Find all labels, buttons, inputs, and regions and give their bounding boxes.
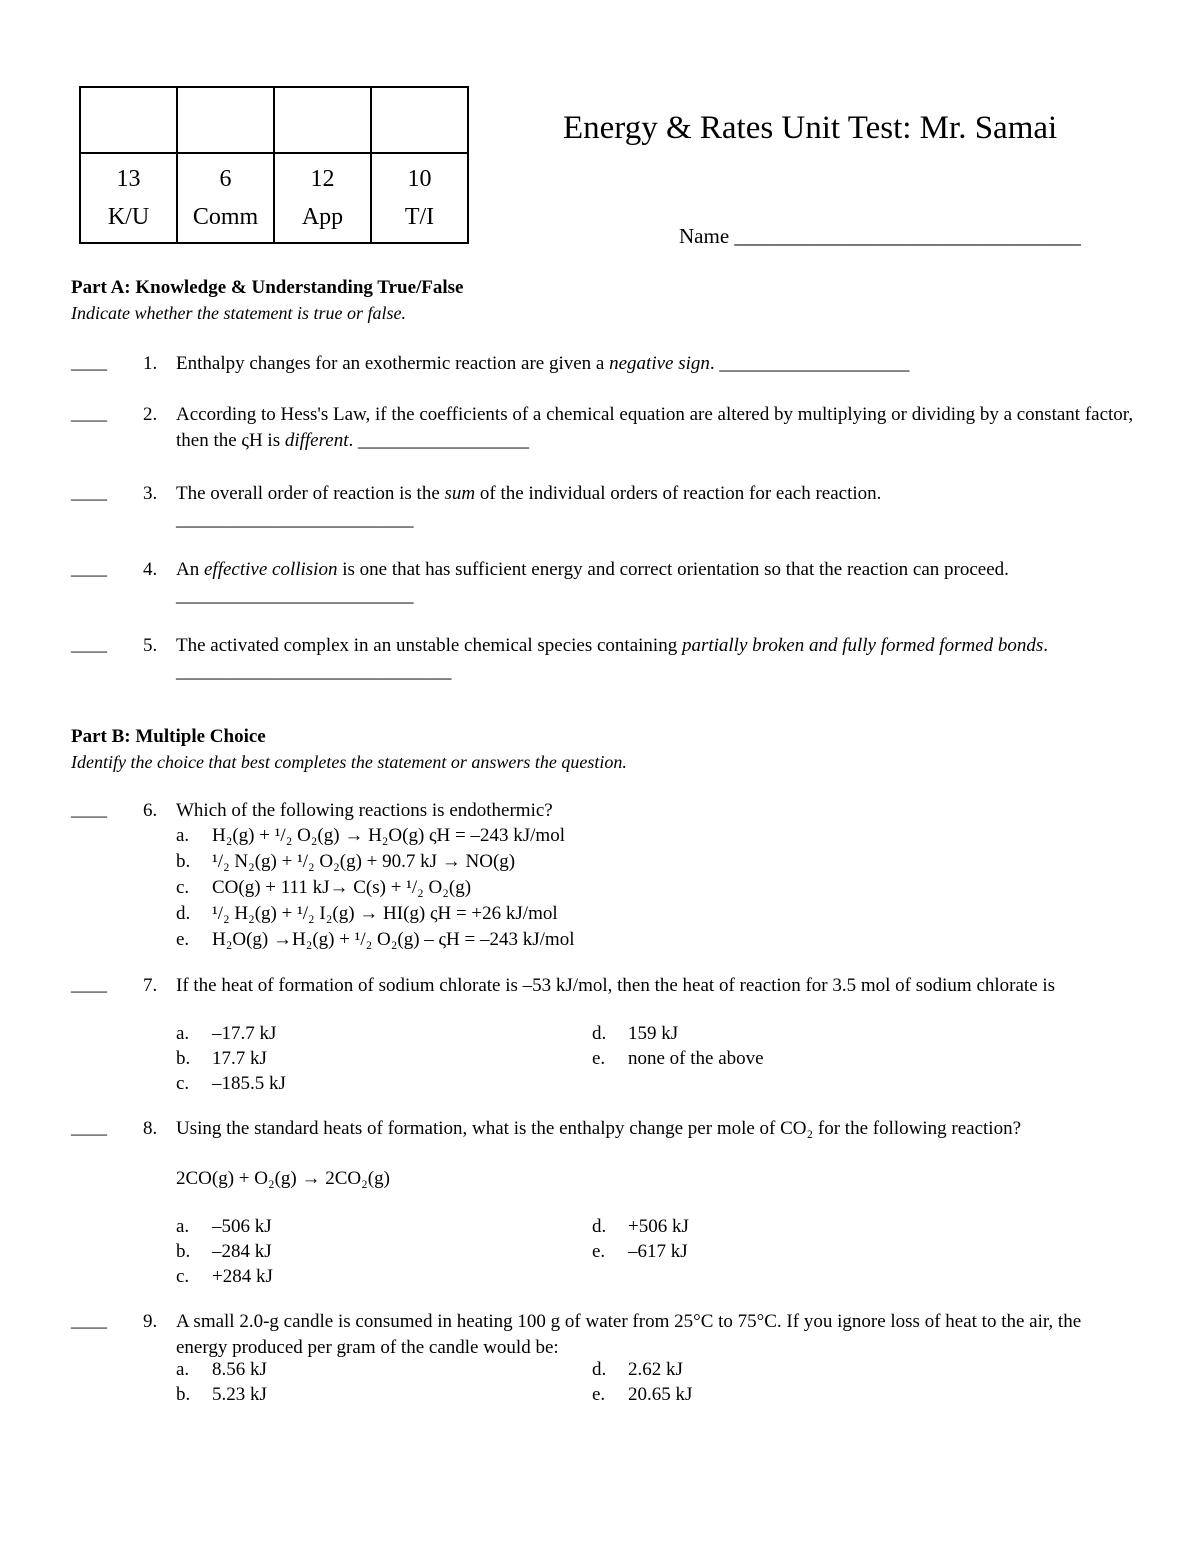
question-text: Which of the following reactions is endothermic? bbox=[176, 800, 553, 821]
category-label: App bbox=[301, 204, 344, 230]
answer-blank[interactable]: ____ bbox=[71, 352, 107, 372]
answer-blank[interactable]: ____ bbox=[71, 974, 107, 994]
answer-blank[interactable]: ____ bbox=[71, 634, 107, 654]
answer-blank[interactable]: ____ bbox=[71, 482, 107, 502]
option-e[interactable]: e. –617 kJ bbox=[592, 1241, 688, 1262]
category-label: T/I bbox=[404, 204, 435, 230]
option-d[interactable]: d. ¹/₂ H₂(g) + ¹/₂ I₂(g) → HI(g) ςH = +26 kJ/mol bbox=[176, 903, 558, 924]
category-label: Comm bbox=[192, 204, 259, 230]
answer-blank[interactable]: ____ bbox=[71, 1310, 107, 1330]
question-number: 2. bbox=[143, 404, 158, 425]
option-b[interactable]: b. 17.7 kJ bbox=[176, 1048, 267, 1069]
option-b[interactable]: b. –284 kJ bbox=[176, 1241, 272, 1262]
option-d[interactable]: d. +506 kJ bbox=[592, 1216, 689, 1237]
option-e[interactable]: e. none of the above bbox=[592, 1048, 764, 1069]
question-text: A small 2.0-g candle is consumed in heating 100 g of water from 25°C to 75°C. If you ignore loss of heat to the air, the energy produced per gram of the candle would be: bbox=[176, 1311, 1082, 1358]
question-number: 4. bbox=[143, 559, 158, 580]
score-box-ti[interactable] bbox=[371, 87, 468, 153]
category-app bbox=[274, 153, 371, 243]
question-text: The activated complex in an unstable chemical species containing partially broken and fully formed formed bonds. _____________________________ bbox=[176, 635, 1049, 682]
question-number: 7. bbox=[143, 975, 158, 996]
score-box-app[interactable] bbox=[274, 87, 371, 153]
category-ti bbox=[371, 153, 468, 243]
option-a[interactable]: a. H₂(g) + ¹/₂ O₂(g) → H₂O(g) ςH = –243 kJ/mol bbox=[176, 825, 565, 846]
category-points: 10 bbox=[407, 166, 432, 192]
page-title: Energy & Rates Unit Test: Mr. Samai bbox=[563, 110, 1058, 146]
reaction-equation: 2CO(g) + O₂(g) → 2CO₂(g) bbox=[176, 1168, 390, 1189]
option-b[interactable]: b. ¹/₂ N₂(g) + ¹/₂ O₂(g) + 90.7 kJ → NO(g) bbox=[176, 851, 516, 872]
score-box-comm[interactable] bbox=[177, 87, 274, 153]
question-number: 6. bbox=[143, 800, 158, 821]
part-a-instruction: Indicate whether the statement is true or false. bbox=[71, 303, 406, 323]
option-e[interactable]: e. 20.65 kJ bbox=[592, 1384, 693, 1405]
answer-blank[interactable]: ____ bbox=[71, 799, 107, 819]
answer-blank[interactable]: ____ bbox=[71, 1117, 107, 1137]
question-number: 3. bbox=[143, 483, 158, 504]
option-c[interactable]: c. –185.5 kJ bbox=[176, 1073, 286, 1094]
option-d[interactable]: d. 159 kJ bbox=[592, 1023, 679, 1044]
option-a[interactable]: a. –506 kJ bbox=[176, 1216, 272, 1237]
question-number: 9. bbox=[143, 1311, 158, 1332]
question-text: An effective collision is one that has sufficient energy and correct orientation so that the reaction can proceed. _________________________ bbox=[176, 557, 1136, 609]
option-c[interactable]: c. CO(g) + 111 kJ→ C(s) + ¹/₂ O₂(g) bbox=[176, 877, 472, 898]
question-text: According to Hess's Law, if the coefficients of a chemical equation are altered by multiplying or dividing by a constant factor, then the ςH is different. __________________ bbox=[176, 404, 1134, 451]
question-text: Enthalpy changes for an exothermic reaction are given a negative sign. ____________________ bbox=[176, 353, 910, 374]
answer-line[interactable]: _________________________ bbox=[176, 585, 414, 606]
option-b[interactable]: b. 5.23 kJ bbox=[176, 1384, 267, 1405]
option-a[interactable]: a. 8.56 kJ bbox=[176, 1359, 267, 1380]
marks-table bbox=[79, 86, 469, 244]
option-e[interactable]: e. H₂O(g) →H₂(g) + ¹/₂ O₂(g) – ςH = –243 kJ/mol bbox=[176, 929, 575, 950]
question-text: Using the standard heats of formation, what is the enthalpy change per mole of CO₂ for the following reaction? bbox=[176, 1118, 1022, 1139]
answer-line[interactable]: _________________________ bbox=[176, 509, 414, 530]
category-points: 6 bbox=[219, 166, 232, 192]
question-text: The overall order of reaction is the sum of the individual orders of reaction for each reaction. _________________________ bbox=[176, 481, 1136, 533]
question-text: If the heat of formation of sodium chlorate is –53 kJ/mol, then the heat of reaction for 3.5 mol of sodium chlorate is bbox=[176, 975, 1056, 996]
option-c[interactable]: c. +284 kJ bbox=[176, 1266, 273, 1287]
question-number: 8. bbox=[143, 1118, 158, 1139]
question-number: 5. bbox=[143, 635, 158, 656]
answer-blank[interactable]: ____ bbox=[71, 558, 107, 578]
question-number: 1. bbox=[143, 353, 158, 374]
part-b-heading: Part B: Multiple Choice bbox=[71, 726, 266, 747]
category-comm bbox=[177, 153, 274, 243]
option-a[interactable]: a. –17.7 kJ bbox=[176, 1023, 277, 1044]
category-ku bbox=[80, 153, 177, 243]
option-d[interactable]: d. 2.62 kJ bbox=[592, 1359, 683, 1380]
part-a-heading: Part A: Knowledge & Understanding True/False bbox=[71, 277, 464, 298]
answer-blank[interactable]: ____ bbox=[71, 403, 107, 423]
part-b-instruction: Identify the choice that best completes the statement or answers the question. bbox=[71, 752, 627, 772]
category-points: 13 bbox=[116, 166, 141, 192]
category-points: 12 bbox=[310, 166, 335, 192]
name-field[interactable]: Name _________________________________ bbox=[679, 224, 1081, 248]
score-box-ku[interactable] bbox=[80, 87, 177, 153]
category-label: K/U bbox=[107, 204, 150, 230]
